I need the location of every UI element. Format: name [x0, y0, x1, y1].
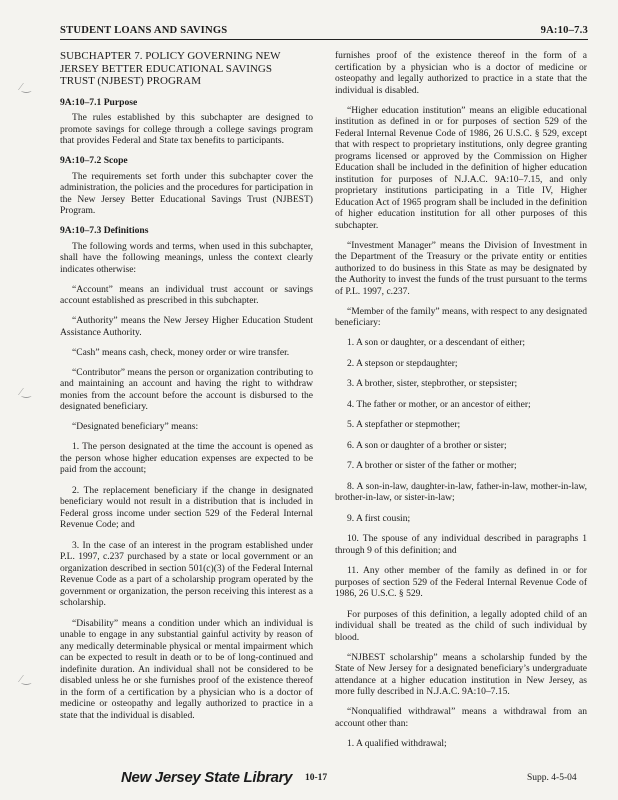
- list-item: 3. In the case of an interest in the program established under P.L. 1997, c.237 purchased by a state or local government or an organization described in section 501(c)(3) of the Federal Internal Revenue Code as a part of a scholarship program operated by the government or organization, the person receiving this interest as a scholarship.: [60, 539, 313, 608]
- section-heading-definitions: 9A:10–7.3 Definitions: [60, 225, 149, 236]
- definition-njbest-scholarship: “NJBEST scholarship” means a scholarship funded by the State of New Jersey for a designated beneficiary’s undergraduate attendance at a higher education institution in New Jersey, as more fully described in N.J.A.C. 9A:10–7.15.: [335, 651, 587, 697]
- definition-higher-education-institution: “Higher education institution” means an eligible educational institution as defined in or for purposes of section 529 of the Federal Internal Revenue Code of 1986, 26 U.S.C. § 529, except that with respect to proprietary institutions, only degree granting programs licensed or approved by the Commission on Higher Education shall be included in the definition of higher education institution for purposes of N.J.A.C. 9A:10–7.15, and only proprietary institutions participating in a Title IV, Higher Education Act of 1965 program shall be included in the definition of higher education institution for all other purposes of this subchapter.: [335, 104, 587, 231]
- supplement-date: Supp. 4-5-04: [527, 773, 577, 783]
- list-item: 2. The replacement beneficiary if the change in designated beneficiary would not result in a distribution that is included in Federal gross income under section 529 of the Federal Internal Revenue Code; and: [60, 484, 313, 530]
- list-item: 9. A first cousin;: [347, 512, 411, 524]
- list-item: 3. A brother, sister, stepbrother, or stepsister;: [347, 378, 518, 389]
- margin-scribble: ⁄‿: [20, 673, 31, 685]
- definition-account: “Account” means an individual trust account or savings account established as prescribed in this subchapter.: [60, 283, 313, 306]
- disability-continued: furnishes proof of the existence thereof in the form of a certification by a physician who is a doctor of medicine or osteopathy and legally authorized to practice in a state that the individual is disabled.: [335, 50, 587, 96]
- definition-designated-beneficiary: “Designated beneficiary” means:: [72, 421, 199, 432]
- left-column: [60, 50, 313, 721]
- definitions-intro: The following words and terms, when used in this subchapter, shall have the following meanings, unless the context clearly indicates otherwise:: [60, 240, 313, 275]
- list-item: 8. A son-in-law, daughter-in-law, father-in-law, mother-in-law, brother-in-law, or sister-in-law;: [335, 480, 587, 503]
- header-section-number: 9A:10–7.3: [540, 25, 588, 36]
- designated-beneficiary-list: [60, 441, 313, 609]
- list-item: 4. The father or mother, or an ancestor of either;: [347, 398, 531, 410]
- purpose-text: The rules established by this subchapter are designed to promote savings for college through a college savings program that provides Federal and State tax benefits to participants.: [60, 112, 313, 146]
- definition-cash: “Cash” means cash, check, money order or wire transfer.: [72, 346, 290, 358]
- running-header: [60, 21, 588, 40]
- definition-investment-manager: “Investment Manager” means the Division of Investment in the Department of the Treasury or the private entity or entities authorized to do business in this State as may be designated by the Authority to invest the funds of the trust pursuant to the terms of P.L. 1997, c.237.: [335, 239, 587, 297]
- header-title: STUDENT LOANS AND SAVINGS: [60, 25, 228, 36]
- definition-disability: “Disability” means a condition under which an individual is unable to engage in any substantial gainful activity by reason of any medically determinable physical or mental impairment which can be expected to result in death or to be of long-continued and indefinite duration. An individual shall not be considered to be disabled unless he or she furnishes proof of the existence thereof in the form of a certification by a physician who is a doctor of medicine or osteopathy and legally authorized to practice in a state that the individual is disabled.: [60, 617, 313, 721]
- section-heading-scope: 9A:10–7.2 Scope: [60, 155, 128, 166]
- list-item: 10. The spouse of any individual described in paragraphs 1 through 9 of this definition; and: [335, 533, 587, 556]
- member-of-family-list: [335, 337, 587, 600]
- nonqualified-withdrawal-list: [335, 738, 587, 750]
- subchapter-heading: SUBCHAPTER 7. POLICY GOVERNING NEW JERSEY BETTER EDUCATIONAL SAVINGS TRUST (NJBEST) PROGRAM: [60, 50, 281, 87]
- definition-nonqualified-withdrawal: “Nonqualified withdrawal” means a withdrawal from an account other than:: [335, 706, 587, 729]
- right-column: [335, 50, 587, 758]
- list-item: 1. The person designated at the time the account is opened as the person whose higher education expenses are expected to be paid from the account;: [60, 441, 313, 475]
- list-item: 2. A stepson or stepdaughter;: [347, 357, 458, 369]
- list-item: 6. A son or daughter of a brother or sister;: [347, 439, 507, 451]
- section-heading-purpose: 9A:10–7.1 Purpose: [60, 96, 138, 108]
- list-item: 7. A brother or sister of the father or mother;: [347, 460, 517, 471]
- list-item: 1. A son or daughter, or a descendant of either;: [347, 337, 526, 348]
- definition-authority: “Authority” means the New Jersey Higher Education Student Assistance Authority.: [60, 315, 313, 338]
- list-item: 1. A qualified withdrawal;: [347, 737, 447, 749]
- list-item: 5. A stepfather or stepmother;: [347, 419, 461, 430]
- definition-contributor: “Contributor” means the person or organization contributing to and maintaining an account and having the right to withdraw monies from the account before the account is disbursed to the designated beneficiary.: [60, 366, 313, 412]
- scope-text: The requirements set forth under this subchapter cover the administration, the policies and the procedures for participation in the New Jersey Better Educational Savings Trust (NJBEST) Program.: [60, 170, 313, 216]
- library-watermark: New Jersey State Library: [121, 769, 293, 786]
- margin-scribble: ⁄‿: [20, 81, 31, 93]
- definition-member-of-family: “Member of the family” means, with respect to any designated beneficiary:: [335, 305, 587, 328]
- page-number: 10-17: [305, 773, 328, 783]
- margin-scribble: ⁄‿: [20, 386, 31, 398]
- adoption-note: For purposes of this definition, a legally adopted child of an individual shall be treated as the child of such individual by blood.: [335, 608, 587, 643]
- list-item: 11. Any other member of the family as defined in or for purposes of section 529 of the Federal Internal Revenue Code of 1986, 26 U.S.C. § 529.: [335, 565, 587, 599]
